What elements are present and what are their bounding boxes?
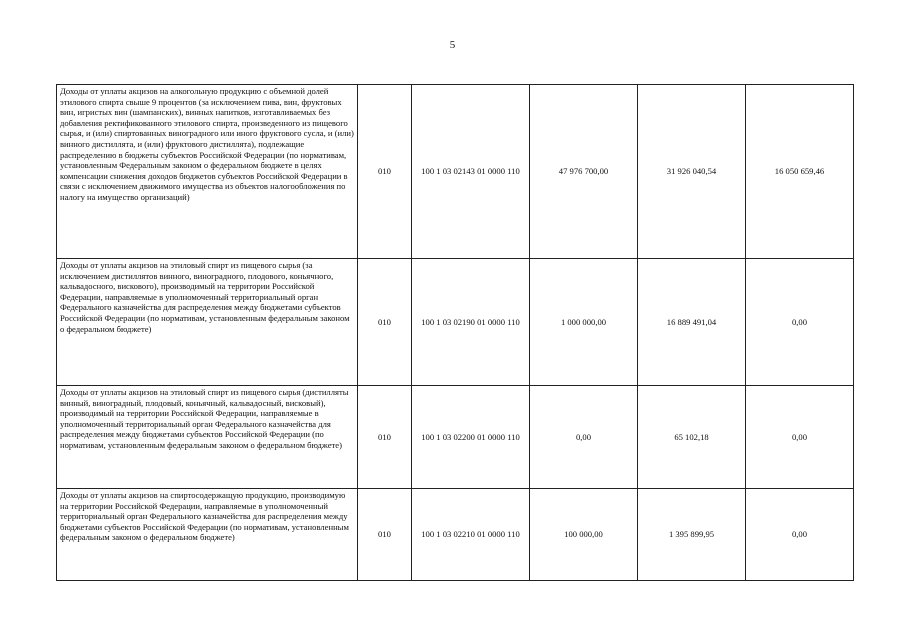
row-line-code: 010 bbox=[358, 489, 412, 581]
row-value-1: 47 976 700,00 bbox=[530, 85, 638, 259]
row-line-code: 010 bbox=[358, 386, 412, 489]
row-value-2: 1 395 899,95 bbox=[638, 489, 746, 581]
table-row bbox=[57, 85, 854, 259]
row-value-2: 16 889 491,04 bbox=[638, 259, 746, 386]
row-description: Доходы от уплаты акцизов на алкогольную продукцию с объемной долей этилового спирта свыше 9 процентов (за исключением пива, вин, фруктовых вин, игристых вин (шампанских), винных напитков, изготавливаемых без добавления ректификованного этилового спирта, произведенного из пищевого сырья, и (или) спиртованных виноградного или иного фруктового сусла, и (или) винного дистиллята, и (или) фруктового дистиллята), подлежащие распределению в бюджеты субъектов Российской Федерации (по нормативам, установленным Федеральным законом о федеральном бюджете в целях компенсации снижения доходов бюджетов субъектов Российской Федерации в связи с исключением движимого имущества из объектов налогообложения по налогу на имущество организаций) bbox=[57, 85, 358, 259]
row-value-3: 0,00 bbox=[746, 259, 854, 386]
row-value-3: 16 050 659,46 bbox=[746, 85, 854, 259]
row-line-code: 010 bbox=[358, 85, 412, 259]
revenue-table bbox=[56, 84, 854, 581]
row-value-3: 0,00 bbox=[746, 386, 854, 489]
table-row bbox=[57, 386, 854, 489]
row-value-1: 1 000 000,00 bbox=[530, 259, 638, 386]
table-row bbox=[57, 489, 854, 581]
row-kbk: 100 1 03 02143 01 0000 110 bbox=[412, 85, 530, 259]
row-value-3: 0,00 bbox=[746, 489, 854, 581]
row-value-2: 65 102,18 bbox=[638, 386, 746, 489]
page-number: 5 bbox=[449, 39, 456, 51]
row-value-1: 100 000,00 bbox=[530, 489, 638, 581]
row-kbk: 100 1 03 02210 01 0000 110 bbox=[412, 489, 530, 581]
row-description: Доходы от уплаты акцизов на этиловый спирт из пищевого сырья (за исключением дистиллятов винного, виноградного, плодового, коньячного, кальвадосного, вискового), производимый на территории Российской Федерации, направляемые в уполномоченный территориальный орган Федерального казначейства для распределения между бюджетами субъектов Российской Федерации (по нормативам, установленным федеральным законом о федеральном бюджете) bbox=[57, 259, 358, 386]
table-row bbox=[57, 259, 854, 386]
row-description: Доходы от уплаты акцизов на этиловый спирт из пищевого сырья (дистилляты винный, виноградный, плодовый, коньячный, кальвадосный, висковый), производимый на территории Российской Федерации, направляемые в уполномоченный территориальный орган Федерального казначейства для распределения между бюджетами субъектов Российской Федерации (по нормативам, установленным федеральным законом о федеральном бюджете) bbox=[57, 386, 358, 489]
row-kbk: 100 1 03 02190 01 0000 110 bbox=[412, 259, 530, 386]
row-kbk: 100 1 03 02200 01 0000 110 bbox=[412, 386, 530, 489]
row-value-2: 31 926 040,54 bbox=[638, 85, 746, 259]
row-description: Доходы от уплаты акцизов на спиртосодержащую продукцию, производимую на территории Российской Федерации, направляемые в уполномоченный территориальный орган Федерального казначейства для распределения между бюджетами субъектов Российской Федерации (по нормативам, установленным федеральным законом о федеральном бюджете) bbox=[57, 489, 358, 581]
row-value-1: 0,00 bbox=[530, 386, 638, 489]
row-line-code: 010 bbox=[358, 259, 412, 386]
